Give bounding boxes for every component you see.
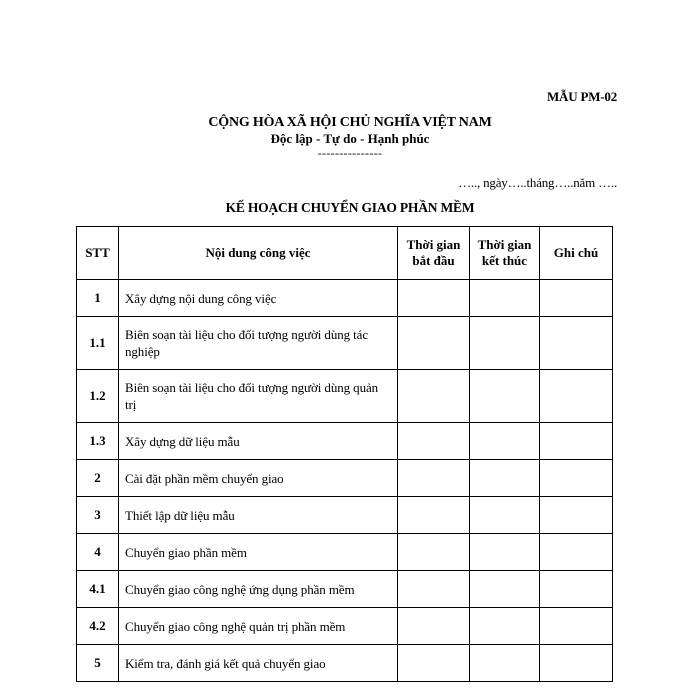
- row-start-cell: [398, 370, 470, 423]
- row-end-cell: [470, 280, 540, 317]
- row-task: Kiểm tra, đánh giá kết quả chuyển giao: [119, 645, 398, 682]
- row-start-cell: [398, 423, 470, 460]
- row-task: Biên soạn tài liệu cho đối tượng người dùng quản trị: [119, 370, 398, 423]
- row-note-cell: [540, 460, 613, 497]
- row-stt: 4: [77, 534, 119, 571]
- header-stt: STT: [77, 227, 119, 280]
- header-start-time: [398, 227, 470, 280]
- row-task: Thiết lập dữ liệu mẫu: [119, 497, 398, 534]
- nation-name: CỘNG HÒA XÃ HỘI CHỦ NGHĨA VIỆT NAM: [208, 115, 492, 130]
- row-start-cell: [398, 534, 470, 571]
- row-end-cell: [470, 608, 540, 645]
- transfer-plan-table: [76, 226, 613, 682]
- table-row: [77, 645, 613, 682]
- header-end-line1: Thời gian: [477, 237, 532, 252]
- form-code: MẪU PM-02: [546, 89, 617, 104]
- header-separator: ---------------: [317, 146, 383, 160]
- row-end-cell: [470, 370, 540, 423]
- row-stt: 5: [77, 645, 119, 682]
- row-task: Chuyển giao công nghệ quản trị phần mềm: [119, 608, 398, 645]
- header-note: Ghi chú: [540, 227, 613, 280]
- table-row: [77, 460, 613, 497]
- header-task: Nội dung công việc: [119, 227, 398, 280]
- row-end-cell: [470, 534, 540, 571]
- row-end-cell: [470, 423, 540, 460]
- row-note-cell: [540, 497, 613, 534]
- table-header-row: [77, 227, 613, 280]
- row-task: Cài đặt phần mềm chuyển giao: [119, 460, 398, 497]
- row-note-cell: [540, 571, 613, 608]
- row-start-cell: [398, 645, 470, 682]
- row-task: Chuyển giao công nghệ ứng dụng phần mềm: [119, 571, 398, 608]
- header-start-line2: bắt đầu: [412, 253, 455, 268]
- table-row: [77, 423, 613, 460]
- row-task: Xây dựng dữ liệu mẫu: [119, 423, 398, 460]
- row-start-cell: [398, 280, 470, 317]
- row-start-cell: [398, 497, 470, 534]
- table-row: [77, 534, 613, 571]
- row-stt: 4.1: [77, 571, 119, 608]
- header-end-time: [470, 227, 540, 280]
- table-row: [77, 317, 613, 370]
- row-note-cell: [540, 534, 613, 571]
- row-stt: 2: [77, 460, 119, 497]
- row-note-cell: [540, 370, 613, 423]
- header-end-line2: kết thúc: [481, 253, 528, 268]
- row-end-cell: [470, 460, 540, 497]
- table-row: [77, 280, 613, 317]
- header-start-line1: Thời gian: [406, 237, 461, 252]
- table-row: [77, 497, 613, 534]
- document-title: KẾ HOẠCH CHUYỂN GIAO PHẦN MỀM: [225, 200, 475, 215]
- row-start-cell: [398, 317, 470, 370]
- row-stt: 4.2: [77, 608, 119, 645]
- table-row: [77, 608, 613, 645]
- row-end-cell: [470, 645, 540, 682]
- row-note-cell: [540, 317, 613, 370]
- row-note-cell: [540, 423, 613, 460]
- row-task: Xây dựng nội dung công việc: [119, 280, 398, 317]
- row-stt: 1: [77, 280, 119, 317]
- row-start-cell: [398, 571, 470, 608]
- row-end-cell: [470, 571, 540, 608]
- row-note-cell: [540, 608, 613, 645]
- table-row: [77, 370, 613, 423]
- row-stt: 1.2: [77, 370, 119, 423]
- row-stt: 1.3: [77, 423, 119, 460]
- row-end-cell: [470, 317, 540, 370]
- row-note-cell: [540, 280, 613, 317]
- national-motto: Độc lập - Tự do - Hạnh phúc: [270, 131, 430, 146]
- row-stt: 3: [77, 497, 119, 534]
- document-header: [0, 115, 700, 159]
- row-task: Chuyển giao phần mềm: [119, 534, 398, 571]
- row-end-cell: [470, 497, 540, 534]
- row-start-cell: [398, 460, 470, 497]
- table-row: [77, 571, 613, 608]
- row-task: Biên soạn tài liệu cho đối tượng người dùng tác nghiệp: [119, 317, 398, 370]
- row-stt: 1.1: [77, 317, 119, 370]
- row-note-cell: [540, 645, 613, 682]
- date-line: ….., ngày…..tháng…..năm …..: [458, 175, 617, 190]
- row-start-cell: [398, 608, 470, 645]
